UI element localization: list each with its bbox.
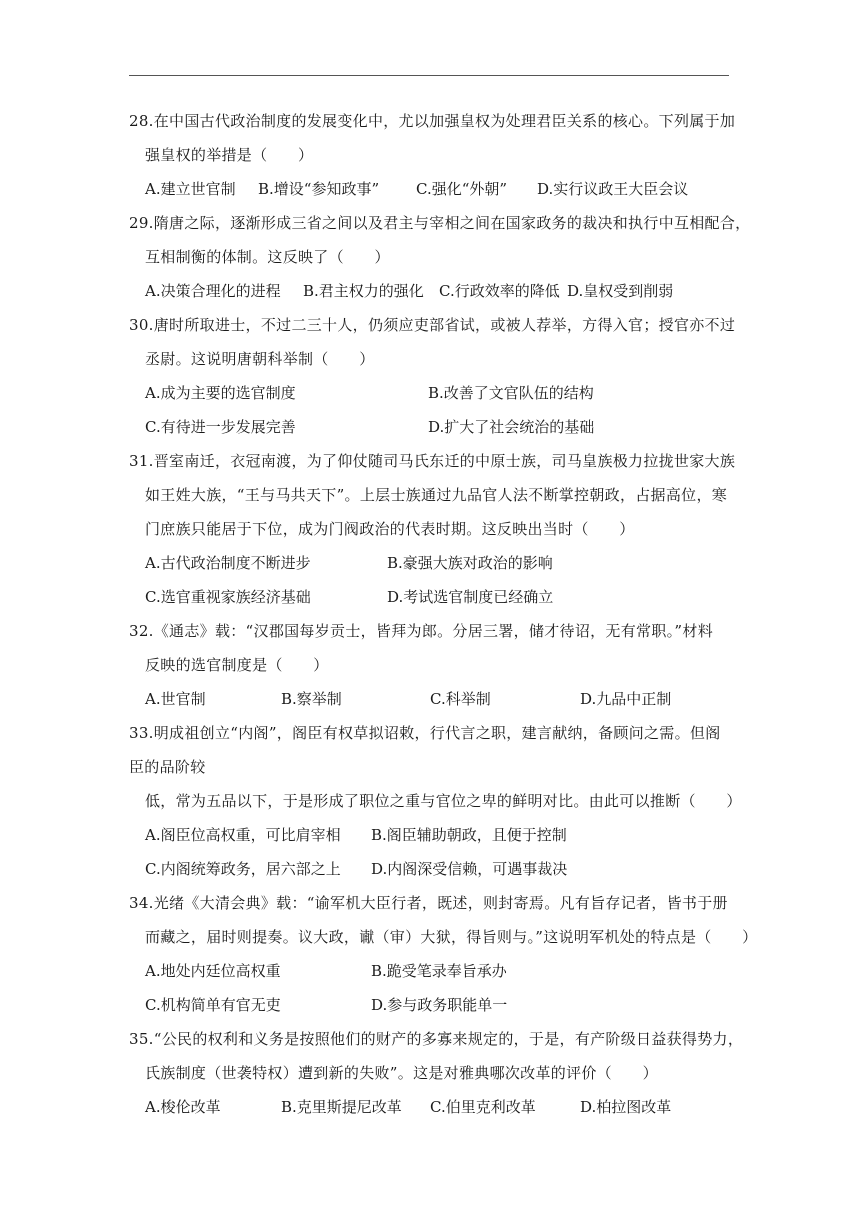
question-32-stem: 32.《通志》载：“汉郡国每岁贡士，皆拜为郎。分居三署，储才待诏，无有常职。”材料 [129, 622, 713, 640]
question-33-option-c: C.内阁统筹政务，居六部之上 [145, 860, 341, 878]
question-28-option-b: B.增设“参知政事” [258, 180, 380, 198]
question-35-option-b: B.克里斯提尼改革 [281, 1098, 402, 1116]
question-32-option-c: C.科举制 [430, 690, 491, 708]
question-33-option-b: B.阁臣辅助朝政，且便于控制 [371, 826, 567, 844]
question-31-option-c: C.选官重视家族经济基础 [145, 588, 311, 606]
question-35-stem: 氏族制度（世袭特权）遭到新的失败”。这是对雅典哪次改革的评价（ ） [145, 1064, 658, 1082]
question-35-option-d: D.柏拉图改革 [580, 1098, 672, 1116]
question-31-option-a: A.古代政治制度不断进步 [145, 554, 311, 572]
question-34-stem: 而藏之，届时则提奏。议大政，谳（审）大狱，得旨则与。”这说明军机处的特点是（ ） [145, 928, 758, 946]
question-28-option-d: D.实行议政王大臣会议 [537, 180, 689, 198]
question-31-stem: 31.晋室南迁，衣冠南渡，为了仰仗随司马氏东迁的中原士族，司马皇族极力拉拢世家大族 [129, 452, 736, 470]
question-34-option-d: D.参与政务职能单一 [371, 996, 508, 1014]
question-34-option-b: B.跪受笔录奉旨承办 [371, 962, 507, 980]
question-33-stem: 33.明成祖创立“内阁”，阁臣有权草拟诏敕，行代言之职，建言献纳，备顾问之需。但阁 [129, 724, 721, 742]
question-29-stem: 互相制衡的体制。这反映了（ ） [145, 248, 390, 266]
question-33-stem: 臣的品阶较 [129, 758, 206, 776]
question-29-option-a: A.决策合理化的进程 [145, 282, 281, 300]
question-28-stem: 28.在中国古代政治制度的发展变化中，尤以加强皇权为处理君臣关系的核心。下列属于加 [129, 112, 736, 130]
question-32-stem: 反映的选官制度是（ ） [145, 656, 329, 674]
question-33-stem: 低，常为五品以下，于是形成了职位之重与官位之卑的鲜明对比。由此可以推断（ ） [145, 792, 742, 810]
question-34-option-a: A.地处内廷位高权重 [145, 962, 281, 980]
question-30-option-c: C.有待进一步发展完善 [145, 418, 296, 436]
question-29-option-c: C.行政效率的降低 [439, 282, 560, 300]
question-30-option-d: D.扩大了社会统治的基础 [428, 418, 595, 436]
question-31-option-b: B.豪强大族对政治的影响 [387, 554, 553, 572]
question-32-option-b: B.察举制 [281, 690, 342, 708]
question-29-stem: 29.隋唐之际，逐渐形成三省之间以及君主与宰相之间在国家政务的裁决和执行中互相配合， [129, 214, 751, 232]
question-30-option-b: B.改善了文官队伍的结构 [428, 384, 594, 402]
question-35-option-a: A.梭伦改革 [145, 1098, 221, 1116]
question-33-option-a: A.阁臣位高权重，可比肩宰相 [145, 826, 341, 844]
question-34-option-c: C.机构简单有官无吏 [145, 996, 281, 1014]
question-30-stem: 丞尉。这说明唐朝科举制（ ） [145, 350, 375, 368]
question-30-stem: 30.唐时所取进士，不过二三十人，仍须应吏部省试，或被人荐举，方得入官；授官亦不过 [129, 316, 736, 334]
question-31-stem: 如王姓大族，“王与马共天下”。上层士族通过九品官人法不断掌控朝政，占据高位，寒 [145, 486, 728, 504]
question-29-option-b: B.君主权力的强化 [303, 282, 424, 300]
question-33-option-d: D.内阁深受信赖，可遇事裁决 [371, 860, 568, 878]
question-31-option-d: D.考试选官制度已经确立 [387, 588, 554, 606]
question-35-stem: 35.“公民的权利和义务是按照他们的财产的多寡来规定的，于是，有产阶级日益获得势力， [129, 1030, 744, 1048]
question-29-option-d: D.皇权受到削弱 [567, 282, 674, 300]
question-30-option-a: A.成为主要的选官制度 [145, 384, 296, 402]
question-34-stem: 34.光绪《大清会典》载：“谕军机大臣行者，既述，则封寄焉。凡有旨存记者，皆书于册 [129, 894, 728, 912]
question-28-stem: 强皇权的举措是（ ） [145, 146, 314, 164]
question-35-option-c: C.伯里克利改革 [430, 1098, 536, 1116]
question-32-option-d: D.九品中正制 [580, 690, 672, 708]
question-32-option-a: A.世官制 [145, 690, 206, 708]
question-28-option-a: A.建立世官制 [145, 180, 236, 198]
question-31-stem: 门庶族只能居于下位，成为门阀政治的代表时期。这反映出当时（ ） [145, 520, 635, 538]
question-28-option-c: C.强化“外朝” [416, 180, 508, 198]
